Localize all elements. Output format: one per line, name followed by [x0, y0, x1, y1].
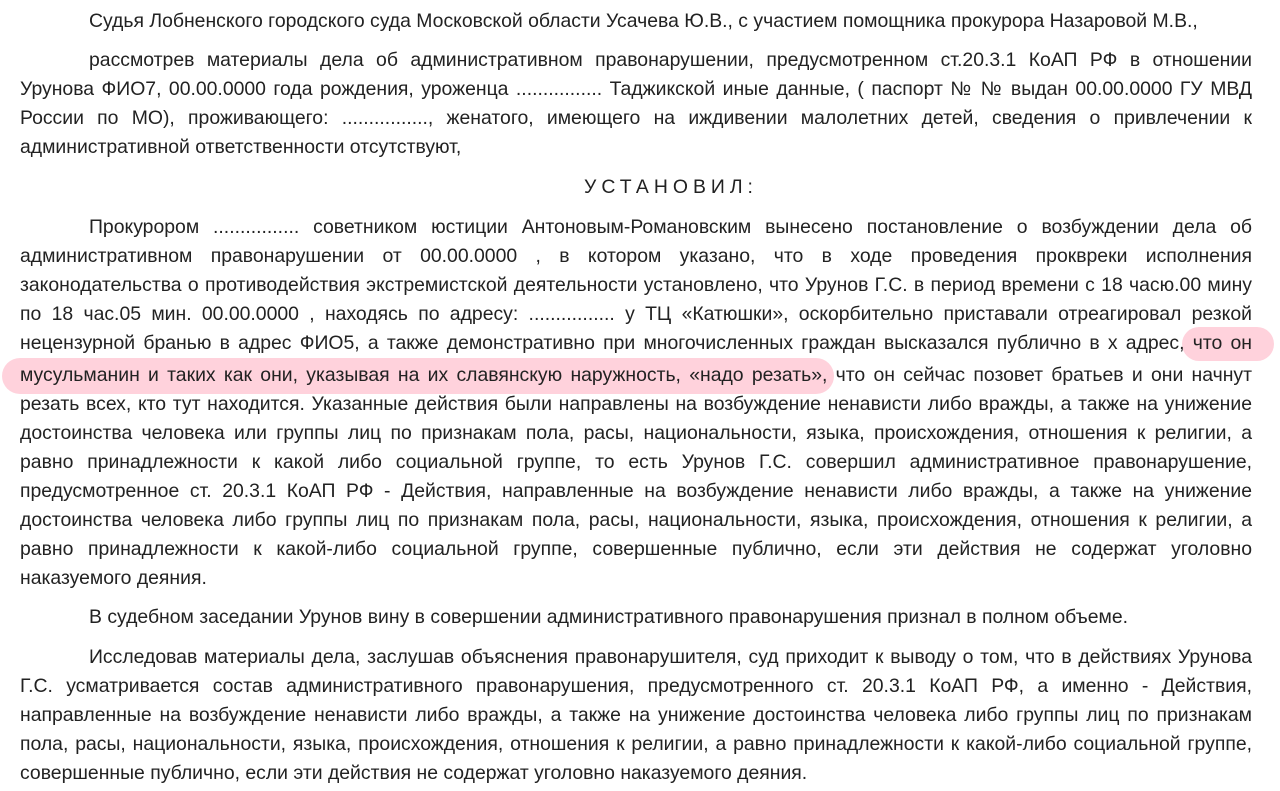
paragraph-line: предусмотренное ст. 20.3.1 КоАП РФ - Действия, направленные на возбуждение ненависти либо вражды, а также на унижение	[20, 480, 1252, 502]
paragraph-line: В судебном заседании Урунов вину в совершении административного правонарушения признал в полном объеме.	[89, 606, 1129, 628]
paragraph-line: нецензурной бранью в адрес ФИО5, а также демонстративно при многочисленных граждан высказался публично в х адрес, что он	[20, 332, 1252, 354]
paragraph-line: резать всех, кто тут находится. Указанные действия были направлены на возбуждение ненависти либо вражды, а также на унижение	[20, 393, 1252, 415]
paragraph-line: Исследовав материалы дела, заслушав объяснения правонарушителя, суд приходит к выводу о том, что в действиях Урунова	[89, 646, 1252, 668]
paragraph-line: достоинства человека либо группы лиц по признакам пола, расы, национальности, языка, происхождения, отношения к религии, а	[20, 509, 1252, 531]
paragraph-line: по 18 час.05 мин. 00.00.0000 , находясь по адресу: ................ у ТЦ «Катюшки», оскорбительно приставали отреагировал резкой	[20, 303, 1252, 325]
paragraph-line: пола, расы, национальности, языка, происхождения, отношения к религии, а равно принадлежности к какой-либо социальной группе,	[20, 733, 1252, 755]
paragraph-line: совершенные публично, если эти действия не содержат уголовно наказуемого деяния.	[20, 762, 808, 784]
paragraph-line: достоинства человека или группы лиц по признакам пола, расы, национальности, языка, происхождения, отношения к религии, а	[20, 422, 1252, 444]
paragraph-line: мусульманин и таких как они, указывая на их славянскую наружность, «надо резать», что он сейчас позовет братьев и они начнут	[20, 364, 1252, 386]
paragraph-line: Г.С. усматривается состав административного правонарушения, предусмотренного ст. 20.3.1 КоАП РФ, а именно - Действия,	[20, 675, 1252, 697]
paragraph-line: Урунова ФИО7, 00.00.0000 года рождения, уроженца ................ Таджикской иные данные, ( паспорт № № выдан 00.00.0000 ГУ МВД	[20, 78, 1252, 100]
paragraph-line: направленные на возбуждение ненависти либо вражды, а также на унижение достоинства человека либо группы лиц по признакам	[20, 704, 1252, 726]
paragraph-line: рассмотрев материалы дела об административном правонарушении, предусмотренном ст.20.3.1 КоАП РФ в отношении	[89, 49, 1252, 71]
paragraph-line: равно принадлежности к какой-либо социальной группе, совершенные публично, если эти действия не содержат уголовно	[20, 538, 1252, 560]
paragraph-line: России по МО), проживающего: ................, женатого, имеющего на иждивении малолетних детей, сведения о привлечении к	[20, 107, 1252, 129]
paragraph-line: Прокурором ................ советником юстиции Антоновым-Романовским вынесено постановление о возбуждении дела об	[89, 216, 1252, 238]
paragraph-line: равно принадлежности к какой либо социальной группе, то есть Урунов Г.С. совершил административное правонарушение,	[20, 451, 1252, 473]
paragraph-line: законодательства о противодействия экстремистской деятельности установлено, что Урунов Г.С. в период времени с 18 часю.00 мину	[20, 274, 1252, 296]
intro-line: Судья Лобненского городского суда Московской области Усачева Ю.В., с участием помощника прокурора Назаровой М.В.,	[89, 10, 1198, 32]
section-heading: УСТАНОВИЛ:	[584, 176, 758, 198]
paragraph-line: административной ответственности отсутствуют,	[20, 136, 462, 158]
paragraph-line: административном правонарушении от 00.00.0000 , в котором указано, что в ходе проведения прокврeки исполнения	[20, 245, 1252, 267]
paragraph-line: наказуемого деяния.	[20, 567, 207, 589]
